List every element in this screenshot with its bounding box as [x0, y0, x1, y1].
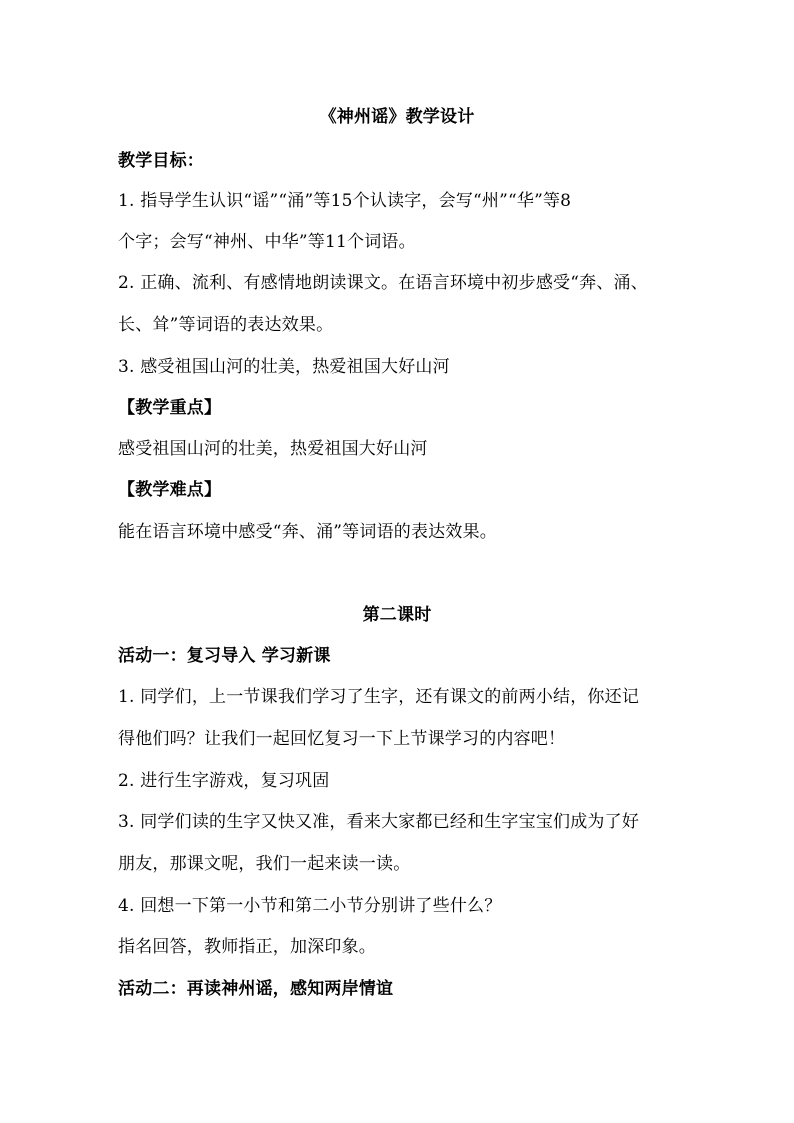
goal-2-line-2: 长、耸”等词语的表达效果。 — [118, 315, 334, 335]
activity-1-heading: 活动一：复习导入 学习新课 — [118, 646, 331, 666]
activity-1-item-1-line-2: 得他们吗？让我们一起回忆复习一下上节课学习的内容吧！ — [118, 729, 566, 749]
activity-1-item-1-line-1: 1. 同学们，上一节课我们学习了生字，还有课文的前两小结，你还记 — [118, 687, 640, 707]
key-points-text: 感受祖国山河的壮美，热爱祖国大好山河 — [118, 439, 428, 459]
activity-2-heading: 活动二：再读神州谣，感知两岸情谊 — [118, 979, 394, 999]
goals-heading: 教学目标： — [118, 151, 204, 171]
goal-1-line-1: 1. 指导学生认识“谣”“涌”等15个认读字，会写“州”“华”等8 — [118, 191, 572, 211]
activity-1-item-3-line-1: 3. 同学们读的生字又快又准，看来大家都已经和生字宝宝们成为了好 — [118, 812, 640, 832]
activity-1-item-2: 2. 进行生字游戏，复习巩固 — [118, 771, 330, 791]
activity-1-item-4: 4. 回想一下第一小节和第二小节分别讲了些什么？ — [118, 896, 502, 916]
lesson-heading: 第二课时 — [362, 605, 432, 625]
difficulty-heading: 【教学难点】 — [118, 480, 222, 500]
document-title: 《神州谣》教学设计 — [319, 107, 475, 127]
activity-1-item-4-note: 指名回答，教师指正，加深印象。 — [118, 937, 376, 957]
goal-2-line-1: 2. 正确、流利、有感情地朗读课文。在语言环境中初步感受“奔、涌、 — [118, 273, 648, 293]
goal-1-line-2: 个字；会写“神州、中华”等11个词语。 — [118, 232, 416, 252]
activity-1-item-3-line-2: 朋友，那课文呢，我们一起来读一读。 — [118, 854, 411, 874]
difficulty-text: 能在语言环境中感受“奔、涌”等词语的表达效果。 — [118, 522, 497, 542]
key-points-heading: 【教学重点】 — [118, 398, 222, 418]
goal-3: 3. 感受祖国山河的壮美，热爱祖国大好山河 — [118, 357, 450, 377]
